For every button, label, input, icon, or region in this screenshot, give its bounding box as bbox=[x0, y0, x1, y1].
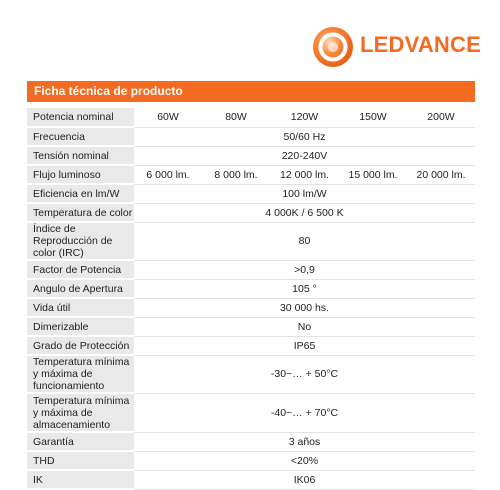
table-row bbox=[27, 432, 475, 451]
row-label: Temperatura mínima y máxima de almacenamiento bbox=[27, 393, 134, 432]
table-row bbox=[27, 165, 475, 184]
table-cell: 50/60 Hz bbox=[134, 127, 475, 146]
row-label: THD bbox=[27, 451, 134, 470]
table-row bbox=[27, 336, 475, 355]
table-row bbox=[27, 184, 475, 203]
table-cell: >0,9 bbox=[134, 260, 475, 279]
table-cell: 12 000 lm. bbox=[270, 165, 339, 184]
table-cell: 6 000 lm. bbox=[134, 165, 202, 184]
table-row bbox=[27, 203, 475, 222]
ledvance-logo-icon bbox=[312, 26, 354, 68]
table-cell: 4 000K / 6 500 K bbox=[134, 203, 475, 222]
table-row bbox=[27, 146, 475, 165]
table-cell: 20 000 lm. bbox=[407, 165, 475, 184]
table-cell: 200W bbox=[407, 108, 475, 127]
table-cell: -30~… + 50°C bbox=[134, 355, 475, 393]
row-label: Grado de Protección bbox=[27, 336, 134, 355]
table-row bbox=[27, 108, 475, 127]
row-label: Potencia nominal bbox=[27, 108, 134, 127]
table-row bbox=[27, 127, 475, 146]
row-label: Factor de Potencia bbox=[27, 260, 134, 279]
table-cell: 60W bbox=[134, 108, 202, 127]
table-row bbox=[27, 279, 475, 298]
table-cell: 100 lm/W bbox=[134, 184, 475, 203]
table-cell: 3 años bbox=[134, 432, 475, 451]
row-label: Eficiencia en lm/W bbox=[27, 184, 134, 203]
header bbox=[0, 0, 500, 86]
table-row bbox=[27, 222, 475, 260]
row-label: Frecuencia bbox=[27, 127, 134, 146]
row-label: Temperatura mínima y máxima de funcionamiento bbox=[27, 355, 134, 393]
row-label: Garantía bbox=[27, 432, 134, 451]
row-label: Índice de Reproducción de color (IRC) bbox=[27, 222, 134, 260]
row-label: Dimerizable bbox=[27, 317, 134, 336]
table-cell: 220-240V bbox=[134, 146, 475, 165]
spec-table bbox=[27, 108, 475, 490]
sheet-title: Ficha técnica de producto bbox=[27, 81, 475, 102]
table-cell: IK06 bbox=[134, 470, 475, 489]
row-label: Temperatura de color bbox=[27, 203, 134, 222]
table-cell: 15 000 lm. bbox=[339, 165, 407, 184]
table-row bbox=[27, 451, 475, 470]
table-cell: 150W bbox=[339, 108, 407, 127]
brand-name: LEDVANCE bbox=[360, 32, 481, 57]
table-cell: No bbox=[134, 317, 475, 336]
table-cell: 8 000 lm. bbox=[202, 165, 270, 184]
table-row bbox=[27, 393, 475, 432]
table-cell: 30 000 hs. bbox=[134, 298, 475, 317]
row-label: Flujo luminoso bbox=[27, 165, 134, 184]
table-cell: IP65 bbox=[134, 336, 475, 355]
table-cell: 80 bbox=[134, 222, 475, 260]
row-label: Angulo de Apertura bbox=[27, 279, 134, 298]
table-row bbox=[27, 317, 475, 336]
table-cell: -40~… + 70°C bbox=[134, 393, 475, 432]
row-label: IK bbox=[27, 470, 134, 489]
table-cell: 105 ° bbox=[134, 279, 475, 298]
table-row bbox=[27, 355, 475, 393]
table-cell: <20% bbox=[134, 451, 475, 470]
table-row bbox=[27, 298, 475, 317]
row-label: Tensión nominal bbox=[27, 146, 134, 165]
table-row bbox=[27, 260, 475, 279]
table-cell: 120W bbox=[270, 108, 339, 127]
table-cell: 80W bbox=[202, 108, 270, 127]
row-label: Vida útil bbox=[27, 298, 134, 317]
